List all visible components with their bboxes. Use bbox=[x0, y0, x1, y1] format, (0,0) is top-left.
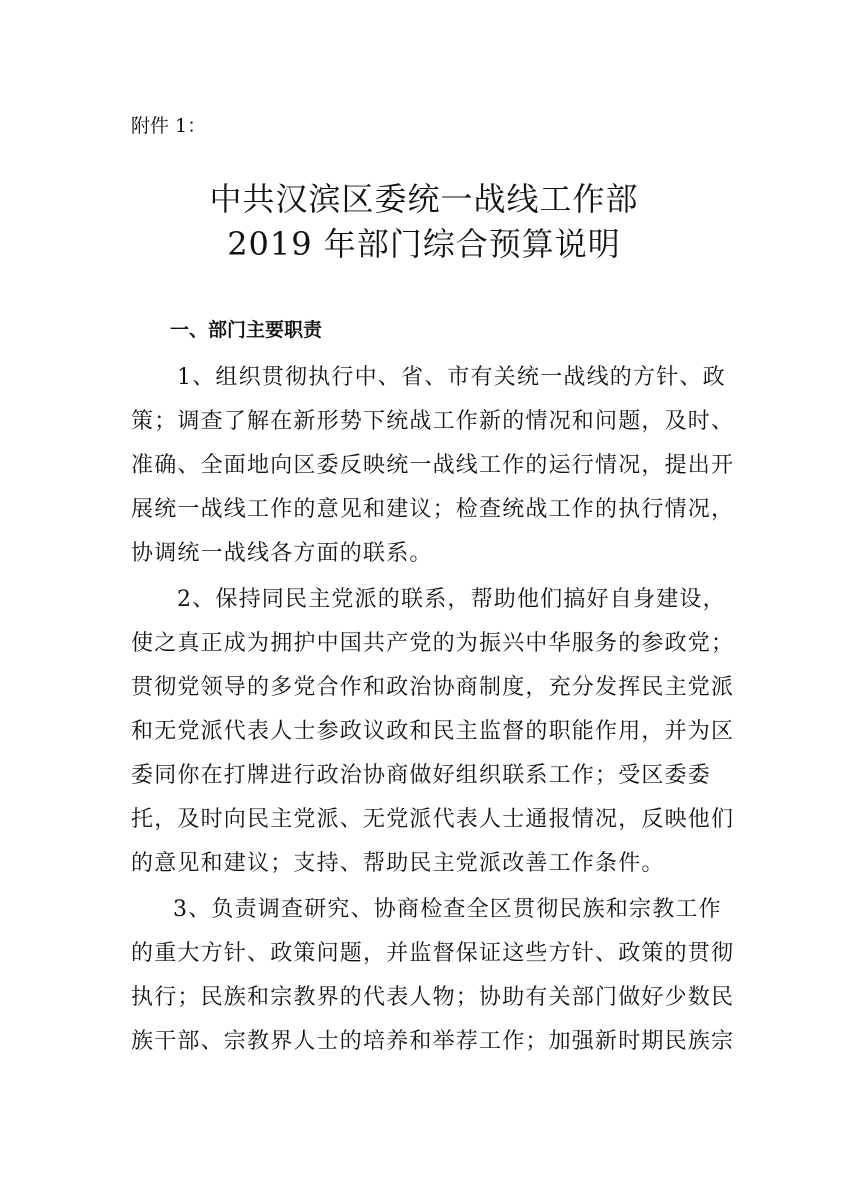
paragraph-2 bbox=[131, 578, 735, 886]
paragraph-line: 的重大方针、政策问题，并监督保证这些方针、政策的贯彻 bbox=[131, 941, 735, 966]
paragraph-line: 和无党派代表人士参政议政和民主监督的职能作用，并为区 bbox=[131, 719, 735, 744]
paragraph-line: 2、保持同民主党派的联系，帮助他们搞好自身建设， bbox=[177, 587, 726, 612]
paragraph-line: 委同你在打牌进行政治协商做好组织联系工作；受区委委 bbox=[131, 763, 712, 788]
section-heading: 一、部门主要职责 bbox=[170, 319, 323, 341]
paragraph-line: 使之真正成为拥护中国共产党的为振兴中华服务的参政党； bbox=[131, 631, 735, 656]
paragraph-line: 3、负责调查研究、协商检查全区贯彻民族和宗教工作 bbox=[173, 897, 722, 922]
paragraph-line: 1、组织贯彻执行中、省、市有关统一战线的方针、政 bbox=[177, 365, 726, 390]
attachment-label: 附件 1： bbox=[131, 115, 207, 137]
paragraph-line: 贯彻党领导的多党合作和政治协商制度，充分发挥民主党派 bbox=[131, 675, 735, 700]
paragraph-line: 协调统一战线各方面的联系。 bbox=[131, 541, 433, 566]
paragraph-line: 族干部、宗教界人士的培养和举荐工作；加强新时期民族宗 bbox=[131, 1029, 735, 1054]
paragraph-line: 策；调查了解在新形势下统战工作新的情况和问题，及时、 bbox=[131, 409, 735, 434]
paragraph-line: 准确、全面地向区委反映统一战线工作的运行情况，提出开 bbox=[131, 453, 735, 478]
paragraph-line: 展统一战线工作的意见和建议；检查统战工作的执行情况， bbox=[131, 497, 735, 522]
paragraph-line: 托，及时向民主党派、无党派代表人士通报情况，反映他们 bbox=[131, 807, 735, 832]
document-title-line-2: 2019 年部门综合预算说明 bbox=[227, 225, 621, 263]
paragraph-line: 的意见和建议；支持、帮助民主党派改善工作条件。 bbox=[131, 851, 665, 876]
paragraph-3 bbox=[131, 888, 735, 1064]
document-title-line-1: 中共汉滨区委统一战线工作部 bbox=[209, 180, 639, 218]
paragraph-1 bbox=[131, 356, 735, 576]
paragraph-line: 执行；民族和宗教界的代表人物；协助有关部门做好少数民 bbox=[131, 985, 735, 1010]
